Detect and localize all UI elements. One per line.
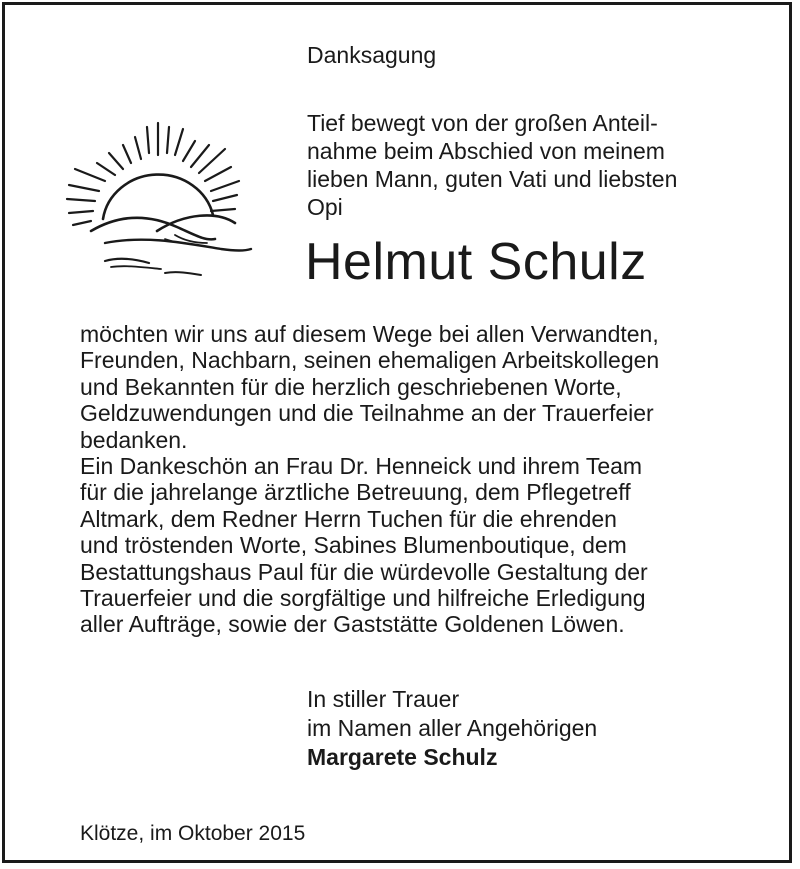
intro-line: lieben Mann, guten Vati und liebsten [307, 166, 678, 192]
notice-frame [2, 2, 792, 863]
intro-line: nahme beim Abschied von meinem [307, 138, 665, 164]
body-line: möchten wir uns auf diesem Wege bei allen Verwandten, [80, 321, 659, 347]
body-paragraph [80, 321, 659, 638]
rising-sun-over-hills-icon [45, 115, 265, 295]
place-and-date: Klötze, im Oktober 2015 [80, 822, 306, 845]
body-line: Bestattungshaus Paul für die würdevolle Gestaltung der [80, 558, 648, 585]
body-line: Altmark, dem Redner Herrn Tuchen für die ehrenden [80, 505, 617, 532]
body-line: Trauerfeier und die sorgfältige und hilfreiche Erledigung [80, 585, 646, 612]
closing-block [307, 685, 597, 772]
notice-heading: Danksagung [307, 42, 437, 68]
body-line: aller Aufträge, sowie der Gaststätte Goldenen Löwen. [80, 611, 625, 638]
signer-name: Margarete Schulz [307, 744, 498, 770]
body-line: und Bekannten für die herzlich geschriebenen Worte, [80, 373, 622, 400]
body-line: Geldzuwendungen und die Teilnahme an der Trauerfeier [80, 400, 654, 427]
body-line: Ein Dankeschön an Frau Dr. Henneick und ihrem Team [80, 453, 643, 480]
intro-line: Tief bewegt von der großen Anteil- [307, 110, 658, 136]
body-line: für die jahrelange ärztliche Betreuung, dem Pflegetreff [80, 479, 631, 506]
intro-paragraph [307, 109, 677, 221]
body-line: bedanken. [80, 426, 188, 453]
body-line: und tröstenden Worte, Sabines Blumenboutique, dem [80, 532, 627, 559]
intro-line: Opi [307, 194, 343, 220]
body-line: Freunden, Nachbarn, seinen ehemaligen Arbeitskollegen [80, 347, 660, 374]
closing-line: im Namen aller Angehörigen [307, 715, 598, 741]
deceased-name: Helmut Schulz [305, 233, 647, 291]
closing-line: In stiller Trauer [307, 686, 460, 712]
